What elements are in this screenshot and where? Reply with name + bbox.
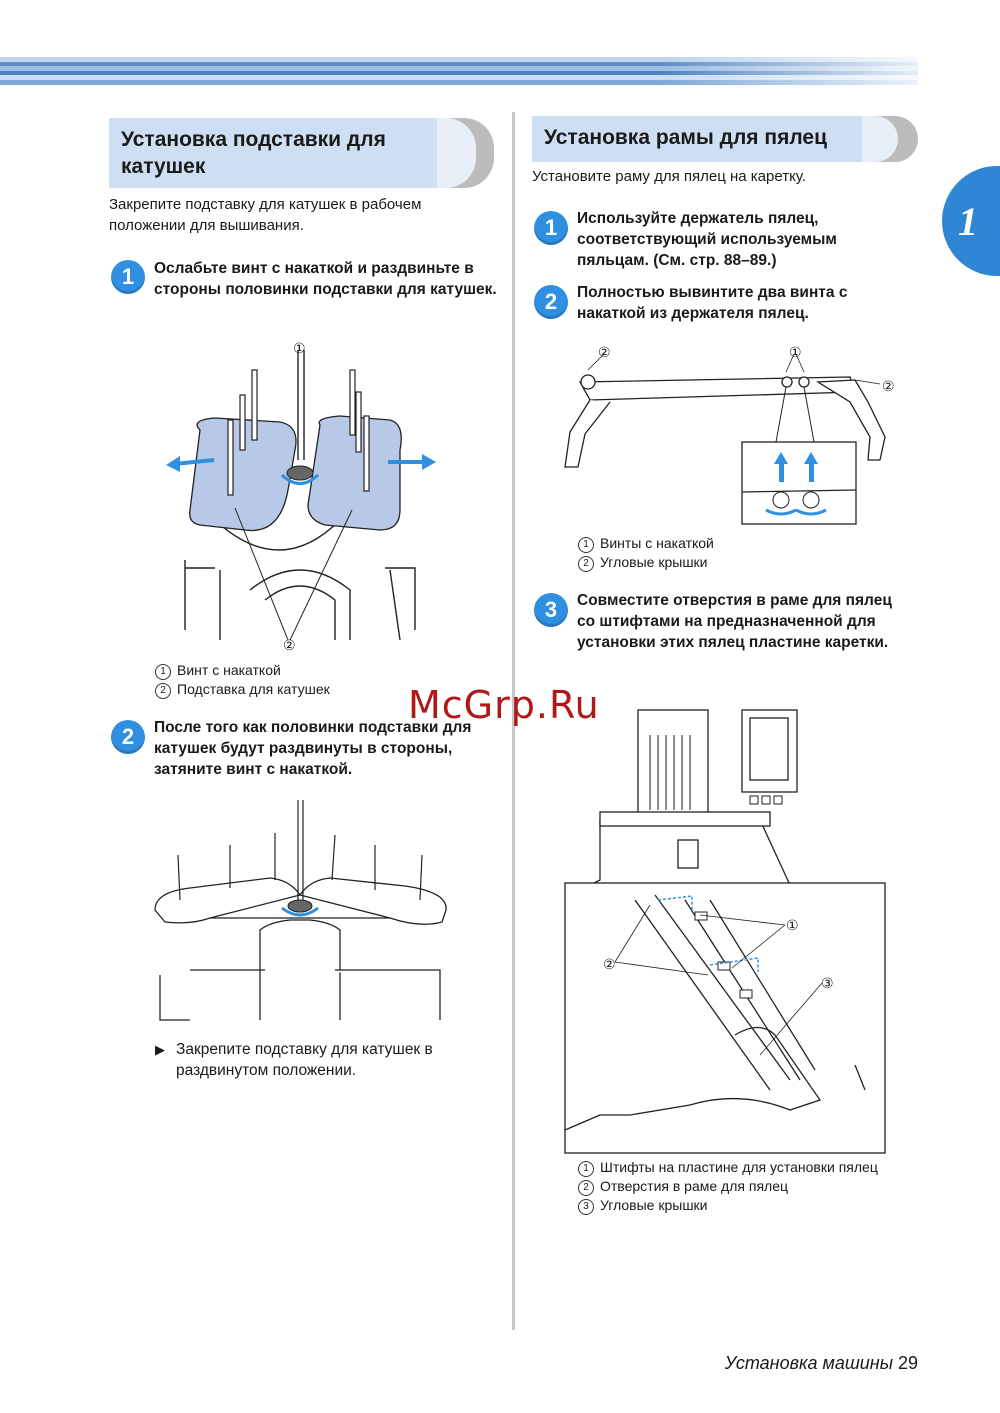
step-1-icon: 1 [111,260,145,294]
callout-1: ① [789,344,802,360]
spool-stand-closed-figure [150,800,450,1025]
callout-2: ② [283,637,296,653]
step-1-text: Используйте держатель пялец, соответствующий используемым пяльцам. (См. стр. 88–89.) [577,210,837,269]
step-3-icon: 3 [534,593,568,627]
result-arrow: ▶ [155,1042,165,1057]
intro-left: Закрепите подставку для катушек в рабочем положении для вышивания. [109,196,422,234]
section-title-left: Установка подставки для катушек [109,118,437,188]
callout-2: ② [598,344,611,360]
callout-1: ① [293,340,306,356]
callout-3: ③ [821,975,834,991]
section-title-right: Установка рамы для пялец [532,116,862,162]
footer-title: Установка машины [724,1353,893,1373]
step-3-text: Совместите отверстия в раме для пялец со штифтами на предназначенной для установки этих пялец пластине каретки. [577,592,892,651]
chapter-number: 1 [958,199,978,244]
watermark: McGrp.Ru [408,683,600,727]
callout-1: ① [786,917,799,933]
step-2-icon: 2 [111,720,145,754]
page-number: 29 [897,1353,918,1373]
step-1-text: Ослабьте винт с накаткой и раздвиньте в стороны половинки подставки для катушек. [154,260,497,298]
page-footer [725,1353,918,1374]
step-2-icon: 2 [534,285,568,319]
result-text: Закрепите подставку для катушек в раздвинутом положении. [176,1041,433,1079]
legend-3: 1 Штифты на пластине для установки пялец 2 Отверстия в раме для пялец 3 Угловые крышки [578,1158,878,1215]
hoop-holder-figure [550,342,900,527]
spool-stand-open-figure [160,340,460,650]
step-2-text: Полностью вывинтите два винта с накаткой из держателя пялец. [577,284,848,322]
step-2-text: После того как половинки подставки для катушек будут раздвинуты в стороны, затяните винт с накаткой. [154,719,472,778]
step-1-icon: 1 [534,211,568,245]
legend-2: 1 Винты с накаткой 2 Угловые крышки [578,534,714,572]
legend-1: 1 Винт с накаткой 2 Подставка для катушек [155,661,330,699]
callout-2: ② [603,956,616,972]
intro-right: Установите раму для пялец на каретку. [532,168,806,185]
header-band [0,57,918,85]
callout-2: ② [882,378,895,394]
embroidery-machine-figure [560,700,890,1155]
